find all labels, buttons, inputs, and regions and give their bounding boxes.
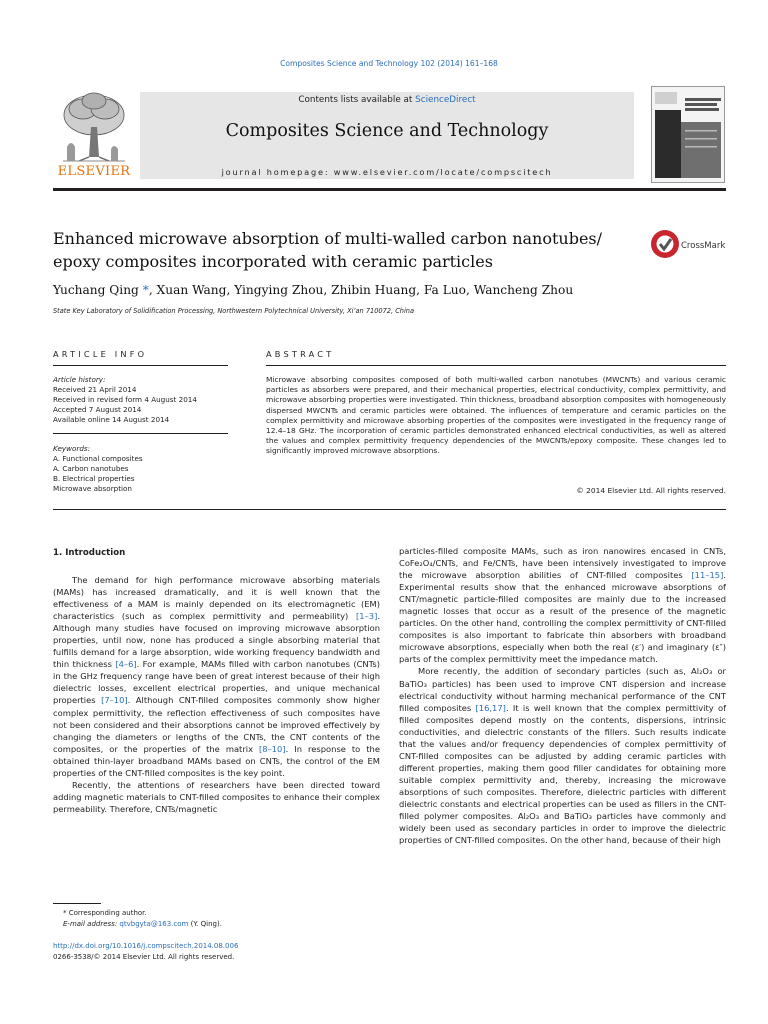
citation-link[interactable]: [16,17] (475, 702, 506, 713)
paragraph (399, 545, 726, 665)
paragraph-text: . Although CNT-filled composites commonly show higher complex permittivity, the reflection effectiveness of such composites have not been considered and their absorptions cannot be improved effectively by changing the diameters or lengths of the CNTs, the CNT contents of the composites, or the properties of the matrix (53, 695, 381, 754)
paragraph-text: . It is well known that the complex permittivity of filled composites depend mostly on the contents, dispersions, intrinsic conductivities, and dielectric constants of the fillers. Such results indicate that the values and/or frequency dependencies of complex permittivity of CNT-filled composites can be adjusted by adding ceramic particles with different properties, making them good filler candidates for obtaining more suitable complex permittivity and, thereby, increasing the microwave absorptions of such composites. Therefore, dielectric particles with different dielectric constants and electrical properties can be used as fillers in the CNT-filled polymer composites. Al₂O₃ and BaTiO₃ particles have commonly and widely been used as secondary particles in order to improve the dielectric properties of CNT-filled composites. On the other hand, because of their high (399, 702, 727, 846)
author-affiliation: State Key Laboratory of Solidification Processing, Northwestern Polytechnical University, Xi’an 710072, China (53, 307, 415, 315)
footnote-divider (53, 903, 101, 904)
citation-link[interactable]: [7–10] (101, 695, 128, 706)
history-label: Article history: (53, 375, 106, 384)
abstract-divider (266, 365, 726, 366)
paragraph-text: particles-filled composite MAMs, such as iron nanowires encased in CNTs, CoFe₂O₄/CNTs, and Fe/CNTs, have been intensively investigated to improve the microwave absorption abilities of CNT-filled composites (399, 546, 726, 581)
crossmark-badge[interactable] (650, 228, 732, 260)
keywords-list (53, 444, 233, 494)
keywords-divider (53, 433, 228, 434)
article-info-divider (53, 365, 228, 366)
abstract-heading: ABSTRACT (266, 349, 335, 359)
email-suffix: (Y. Qing). (188, 919, 222, 928)
co-authors: , Xuan Wang, Yingying Zhou, Zhibin Huang, Fa Luo, Wancheng Zhou (148, 283, 574, 297)
keyword-item: A. Carbon nanotubes (53, 464, 129, 473)
abstract-bottom-divider (53, 509, 726, 510)
email-note (53, 919, 383, 930)
corresponding-author-note: * Corresponding author. (63, 909, 147, 917)
abstract-text: Microwave absorbing composites composed of both multi-walled carbon nanotubes (MWCNTs) and various ceramic particles as absorbers were prepared, and their mechanical properties, electrical conductivity, complex permittivity, and microwave absorbing properties were investigated. Thin thickness, broadband absorption composites with homogeneously dispersed MWCNTs and ceramic particles were obtained. The influences of temperature and ceramic particles on the complex permittivity and microwave absorbing properties of the composites were investigated in the frequency range of 12.4–18 GHz. The incorporation of ceramic particles demonstrated enhanced electrical conductivities, as well as altered the values and complex permittivity frequency dependencies of the MWCNTs/epoxy composite. These changes led to significantly improved microwave absorptions. (266, 375, 726, 456)
doi-link[interactable]: http://dx.doi.org/10.1016/j.compscitech.2014.08.006 (53, 942, 239, 950)
paragraph-text: The demand for high performance microwave absorbing materials (MAMs) has increased dramatically, and it is well known that the effectiveness of a MAM is mainly depended on its electromagnetic (EM) characteristics (such as complex permittivity and permeability) (53, 575, 380, 622)
paragraph (53, 779, 380, 815)
doi-block (53, 941, 383, 962)
paragraph-text: Recently, the attentions of researchers have been directed toward adding magnetic materials to CNT-filled composites to enhance their complex permeability. Therefore, CNTs/magnetic (53, 779, 380, 814)
footnotes (53, 908, 383, 929)
author-list (53, 283, 673, 297)
paragraph-text: . Experimental results show that the enhanced microwave absorptions of CNT/magnetic particle-filled composites are mainly due to the increased magnetic losses that occur as a result of the presence of the magnetic particles. On the other hand, controlling the complex permittivity of CNT-filled composites is also important to fabricate thin absorbers with broadband microwave absorptions, especially when both the real (ε′) and imaginary (ε″) parts of the complex permittivity meet the impedance match. (399, 570, 726, 665)
journal-title: Composites Science and Technology (225, 121, 549, 141)
paragraph-text: More recently, the addition of secondary particles (such as, Al₂O₃ or BaTiO₃ particles) has been used to improve CNT dispersion and increase electrical conductivity without harming mechanical performance of the CNT filled composites (399, 666, 726, 713)
article-history (53, 375, 233, 425)
citation-link[interactable]: [4–6] (115, 659, 137, 670)
paragraph-text: . Although many studies have focused on improving microwave absorption properties, until now, none has produced a single absorbing material that fulfills demand for a large absorption, wide working frequency bandwidth and thin thickness (53, 611, 380, 670)
paragraph-text: . For example, MAMs filled with carbon nanotubes (CNTs) in the GHz frequency range have been of great interest because of their high dielectric losses, excellent electrical properties, and unique mechanical properties (53, 659, 380, 706)
keyword-item: A. Functional composites (53, 454, 143, 463)
body-column-left (53, 574, 380, 815)
section-heading-introduction: 1. Introduction (53, 548, 126, 558)
contents-availability-line (140, 95, 634, 105)
journal-cover-thumbnail[interactable] (651, 86, 725, 183)
author-name[interactable]: Yuchang Qing (53, 283, 139, 297)
keyword-item: Microwave absorption (53, 484, 132, 493)
paragraph-text: . In response to the obtained thin-layer broadband MAMs based on CNTs, the control of the EM properties of the CNT-filled composites is the key point. (53, 743, 380, 778)
header-divider (53, 188, 726, 191)
history-item: Accepted 7 August 2014 (53, 405, 142, 414)
keywords-label: Keywords: (53, 444, 91, 453)
citation-link[interactable]: [1–3] (356, 611, 378, 622)
journal-homepage-link[interactable]: journal homepage: www.elsevier.com/locate/compscitech (221, 167, 553, 177)
corresponding-author-marker[interactable]: * (142, 283, 149, 297)
journal-reference-link[interactable]: Composites Science and Technology 102 (2014) 161–168 (280, 59, 498, 68)
article-info-heading: ARTICLE INFO (53, 349, 148, 359)
sciencedirect-link[interactable]: ScienceDirect (415, 95, 476, 105)
article-title-line-1: Enhanced microwave absorption of multi-walled carbon nanotubes/ (53, 229, 603, 248)
history-item: Available online 14 August 2014 (53, 415, 170, 424)
contents-prefix: Contents lists available at (298, 95, 416, 105)
citation-link[interactable]: [8–10] (259, 743, 286, 754)
email-label: E-mail address: (63, 919, 120, 928)
article-title-line-2: epoxy composites incorporated with ceramic particles (53, 252, 493, 271)
article-title (53, 227, 613, 273)
history-item: Received in revised form 4 August 2014 (53, 395, 197, 404)
body-column-right (399, 545, 726, 846)
issn-copyright: 0266-3538/© 2014 Elsevier Ltd. All rights reserved. (53, 952, 235, 961)
citation-link[interactable]: [11–15] (691, 570, 724, 581)
paragraph (399, 665, 726, 846)
email-link[interactable]: qtvbgyta@163.com (119, 919, 189, 928)
elsevier-wordmark: ELSEVIER (57, 164, 131, 179)
keyword-item: B. Electrical properties (53, 474, 135, 483)
paragraph (53, 574, 380, 779)
crossmark-label: CrossMark (681, 241, 726, 251)
abstract-copyright: © 2014 Elsevier Ltd. All rights reserved. (576, 486, 726, 495)
history-item: Received 21 April 2014 (53, 385, 137, 394)
